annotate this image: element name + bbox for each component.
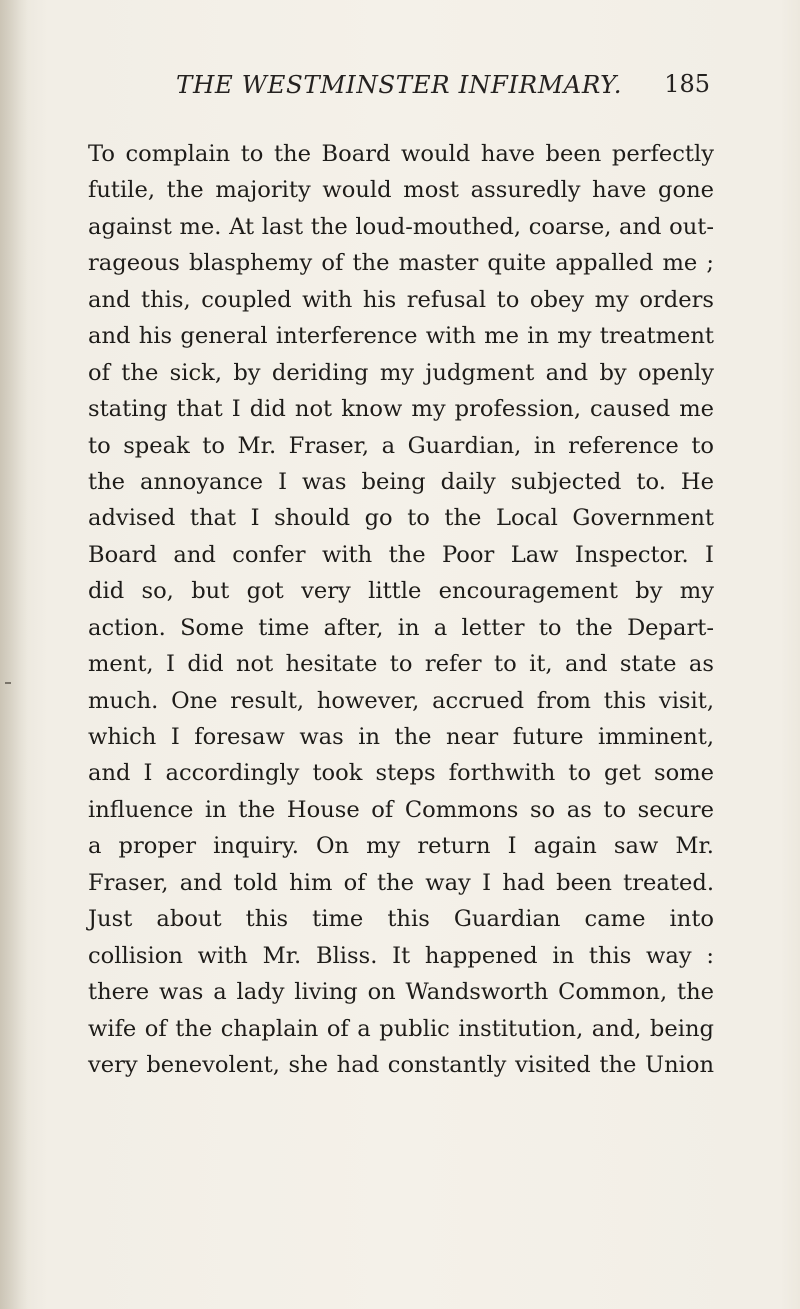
text-line: of the sick, by deriding my judgment and by openly [88,359,714,386]
text-line: wife of the chaplain of a public institution, and, being [88,1015,714,1042]
text-line: to speak to Mr. Fraser, a Guardian, in reference to [88,432,714,459]
running-head [176,70,710,110]
page-number: 185 [664,70,710,98]
text-line: futile, the majority would most assuredly have gone [88,177,714,204]
text-line: against me. At last the loud-mouthed, coarse, and out- [88,213,714,240]
text-line: collision with Mr. Bliss. It happened in this way : [88,942,714,969]
binding-gutter-shadow [0,0,28,1309]
text-line: much. One result, however, accrued from this visit, [88,687,714,714]
text-line: To complain to the Board would have been perfectly [88,141,714,167]
text-line: Just about this time this Guardian came into [88,906,714,933]
text-line: rageous blasphemy of the master quite appalled me ; [88,250,714,277]
text-line: stating that I did not know my profession, caused me [88,396,714,423]
text-line: influence in the House of Commons so as to secure [88,796,714,823]
text-line: which I foresaw was in the near future imminent, [88,724,714,750]
text-line: very benevolent, she had constantly visited the Union [88,1051,714,1078]
text-line: did so, but got very little encouragement by my [88,578,714,605]
text-line: Board and confer with the Poor Law Inspector. I [88,541,714,568]
text-line: advised that I should go to the Local Government [88,505,714,532]
running-head-title: THE WESTMINSTER INFIRMARY. [176,70,623,99]
text-line: and I accordingly took steps forthwith to get some [88,760,714,787]
text-line: and his general interference with me in my treatment [88,323,714,350]
body-text [88,136,714,1083]
text-line: a proper inquiry. On my return I again saw Mr. [88,833,714,860]
text-line: ment, I did not hesitate to refer to it, and state as [88,651,714,678]
text-line: there was a lady living on Wandsworth Common, the [88,979,714,1006]
text-line: the annoyance I was being daily subjected to. He [88,468,714,495]
margin-mark [5,682,11,684]
text-line: and this, coupled with his refusal to obey my orders [88,286,714,313]
text-line: action. Some time after, in a letter to the Depart- [88,614,714,641]
text-line: Fraser, and told him of the way I had been treated. [88,869,714,896]
